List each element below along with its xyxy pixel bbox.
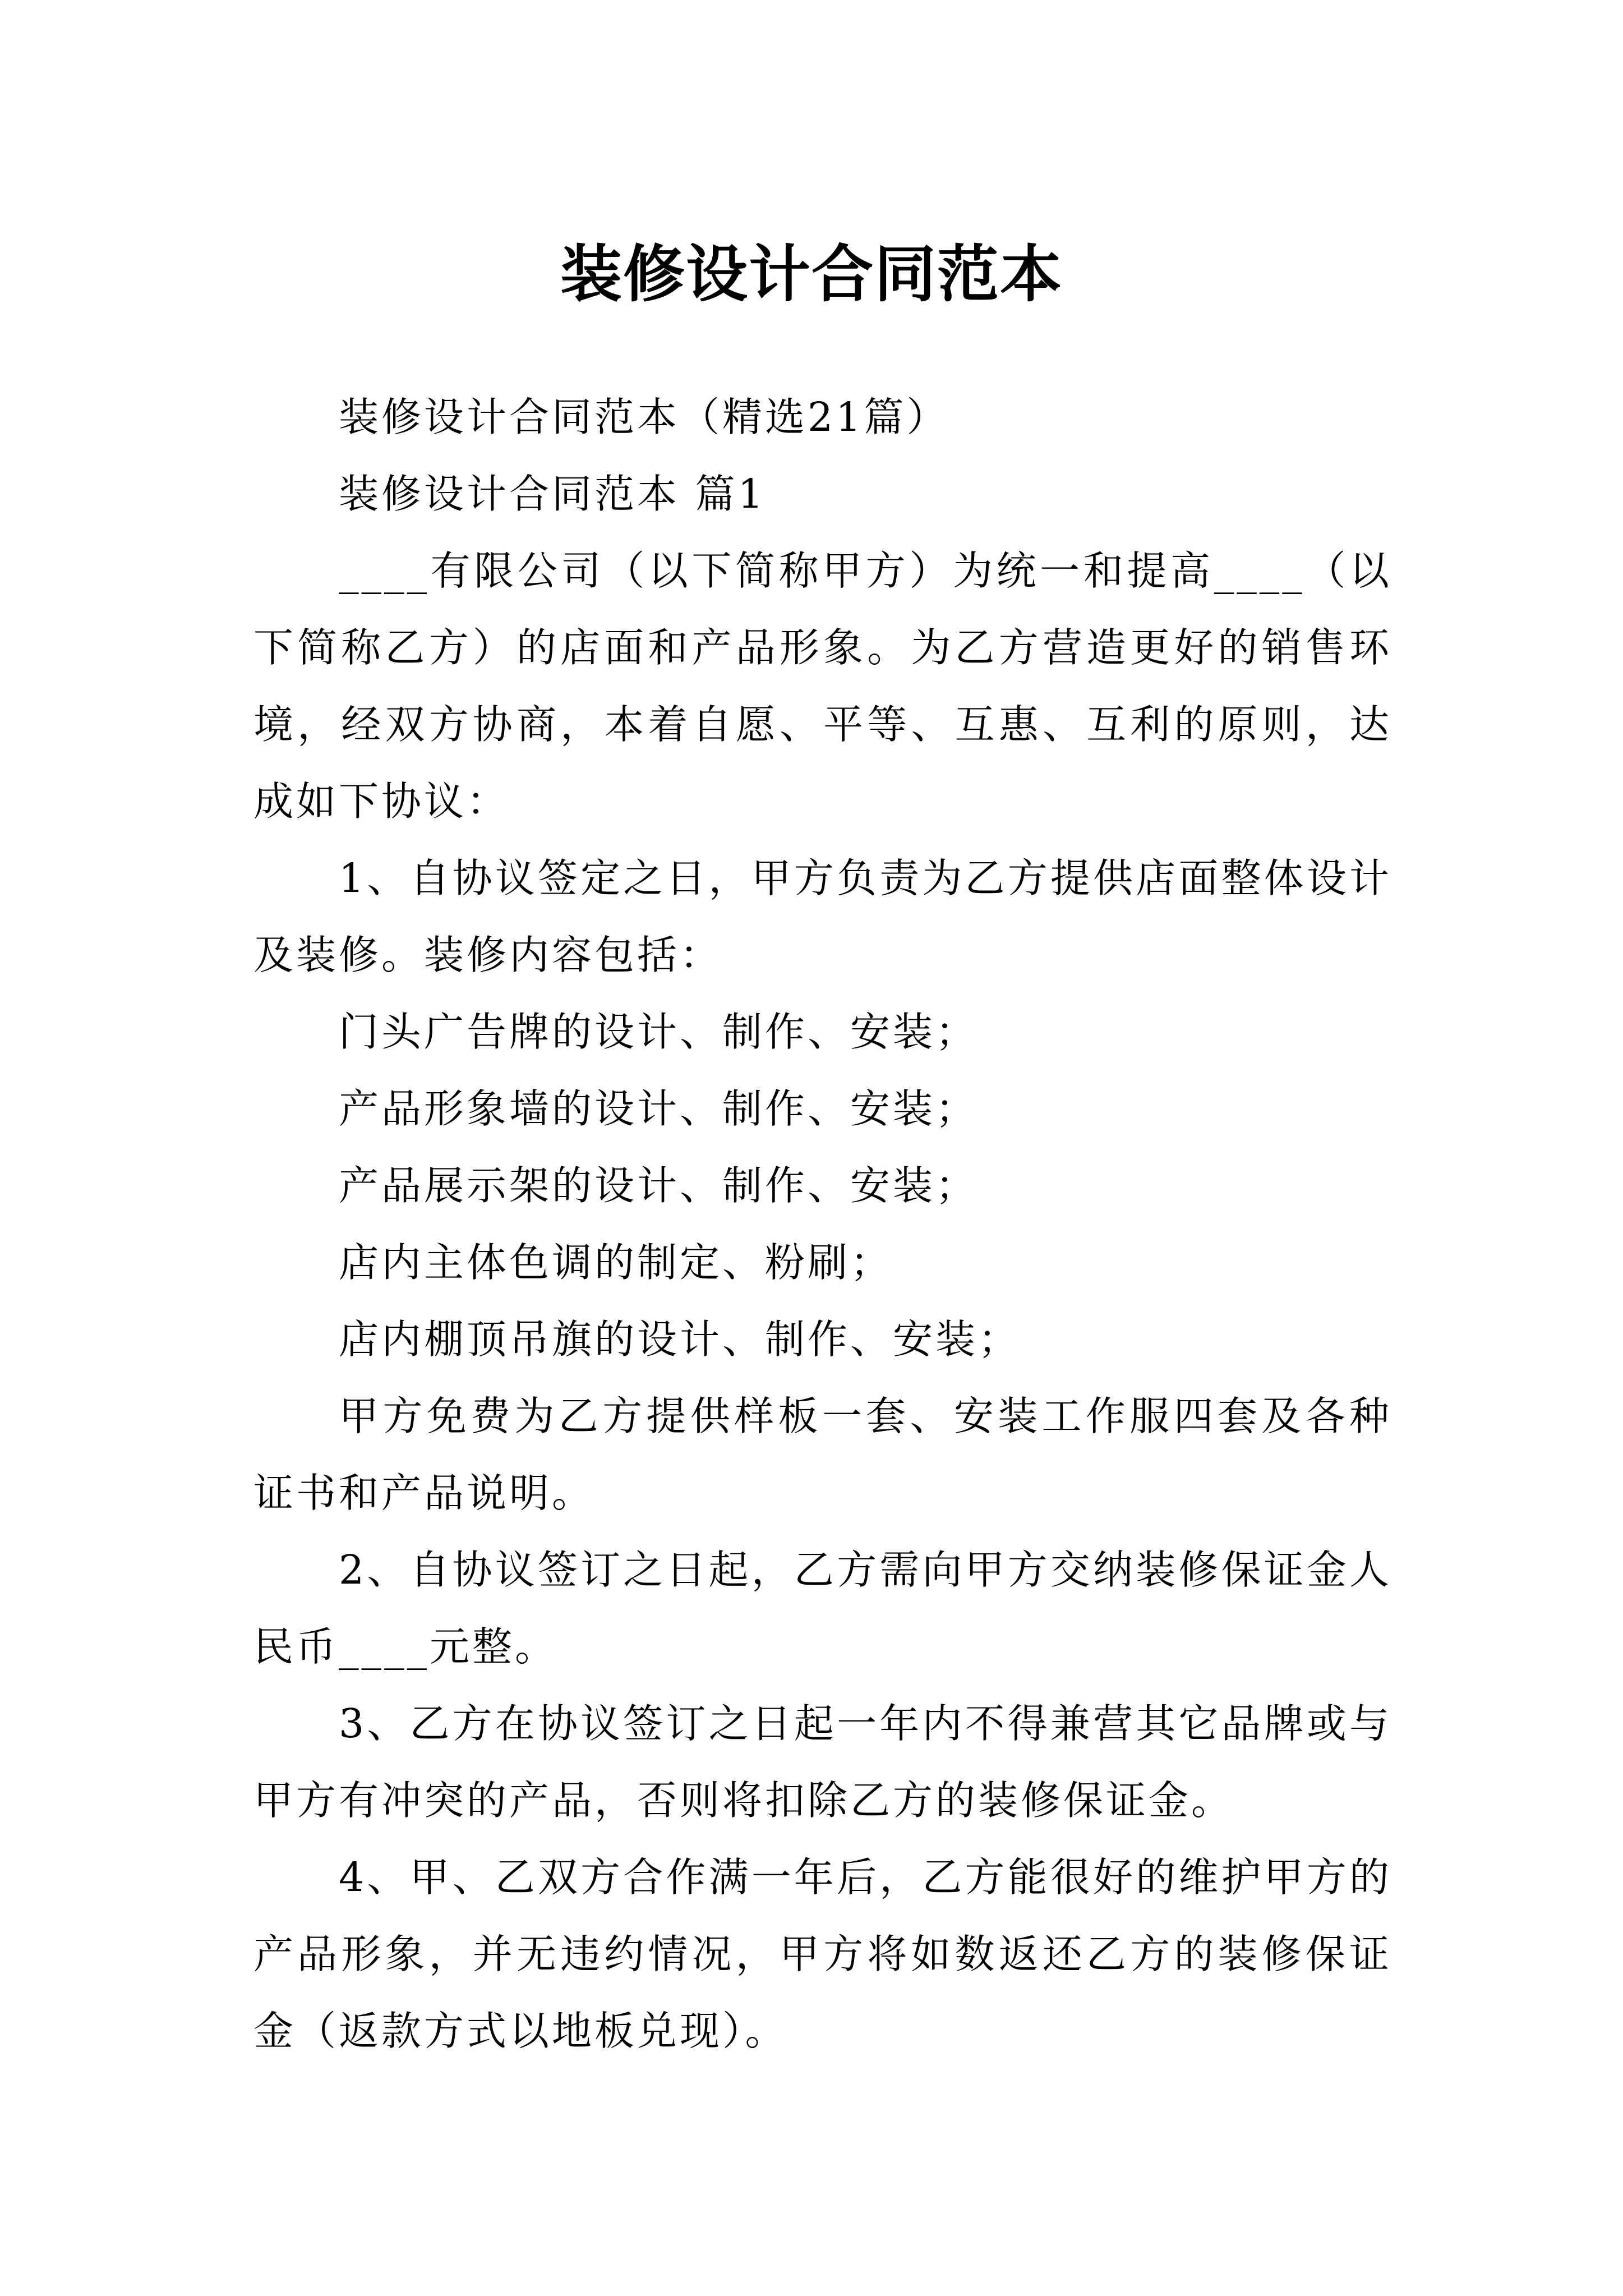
paragraph-clause-3: 3、乙方在协议签订之日起一年内不得兼营其它品牌或与甲方有冲突的产品，否则将扣除乙方的装修保证金。 <box>253 1700 1392 1824</box>
paragraph-item-signboard: 门头广告牌的设计、制作、安装； <box>339 1009 979 1055</box>
paragraph-clause-1: 1、自协议签定之日，甲方负责为乙方提供店面整体设计及装修。装修内容包括： <box>253 855 1392 978</box>
paragraph-clause-4: 4、甲、乙双方合作满一年后，乙方能很好的维护甲方的产品形象，并无违约情况，甲方将如数返还乙方的装修保证金（返款方式以地板兑现）。 <box>253 1854 1392 2054</box>
paragraph-section-heading: 装修设计合同范本 篇1 <box>339 471 766 517</box>
paragraph-subtitle: 装修设计合同范本（精选21篇） <box>339 394 949 440</box>
paragraph-clause-2: 2、自协议签订之日起，乙方需向甲方交纳装修保证金人民币____元整。 <box>253 1547 1392 1670</box>
paragraph-item-color-scheme: 店内主体色调的制定、粉刷； <box>339 1239 893 1286</box>
document-title: 装修设计合同范本 <box>560 237 1063 310</box>
document-body <box>253 379 1392 2069</box>
paragraph-free-provision: 甲方免费为乙方提供样板一套、安装工作服四套及各种证书和产品说明。 <box>253 1393 1392 1516</box>
paragraph-item-ceiling-flags: 店内棚顶吊旗的设计、制作、安装； <box>339 1316 1021 1363</box>
paragraph-intro: ____有限公司（以下简称甲方）为统一和提高____（以下简称乙方）的店面和产品形象。为乙方营造更好的销售环境，经双方协商，本着自愿、平等、互惠、互利的原则，达成如下协议： <box>253 547 1392 825</box>
paragraph-item-display-rack: 产品展示架的设计、制作、安装； <box>339 1162 979 1209</box>
paragraph-item-image-wall: 产品形象墙的设计、制作、安装； <box>339 1085 979 1132</box>
